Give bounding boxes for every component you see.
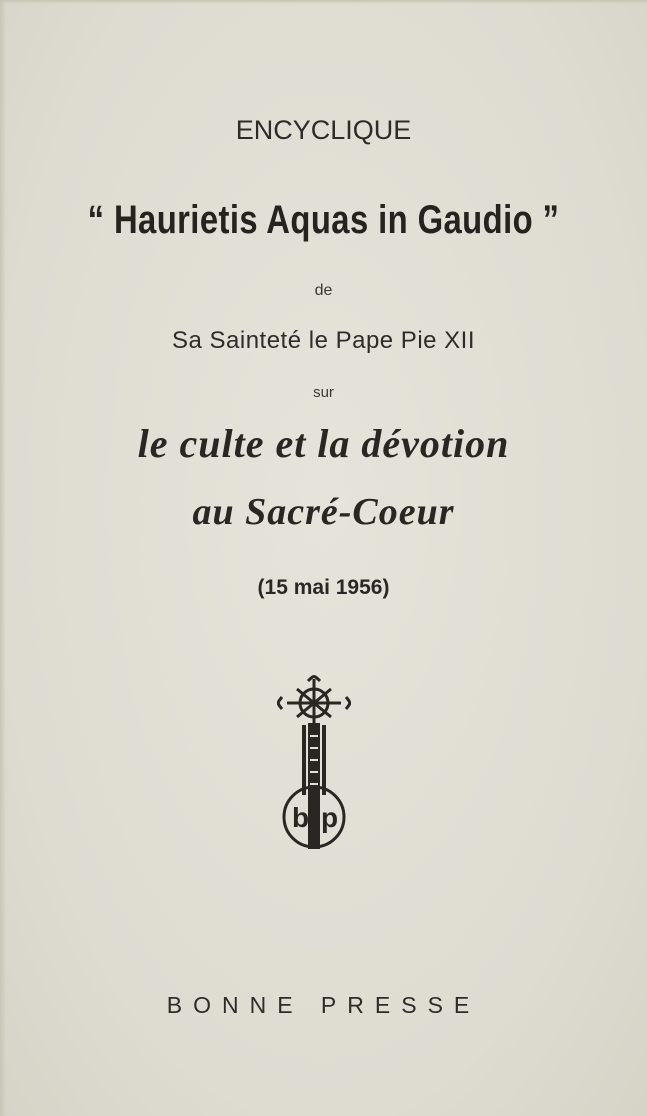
logo-letter-b: b [292,802,310,833]
kicker-encyclique: ENCYCLIQUE [235,115,412,145]
cross-emblem-icon [277,675,351,855]
author-line: Sa Sainteté le Pape Pie XII [171,327,476,354]
logo-letter-p: p [321,802,339,833]
subject-line-2: au Sacré-Coeur [192,491,455,533]
publisher-name: BONNE PRESSE [166,992,481,1018]
word-de: de [314,282,333,299]
page-top-edge [0,0,647,4]
publication-date: (15 mai 1956) [257,576,390,599]
word-sur: sur [313,384,334,401]
subject-line-1: le culte et la dévotion [137,421,510,466]
page-edge-shadow [0,0,6,1116]
encyclical-title: “ Haurietis Aquas in Gaudio ” [87,198,560,242]
